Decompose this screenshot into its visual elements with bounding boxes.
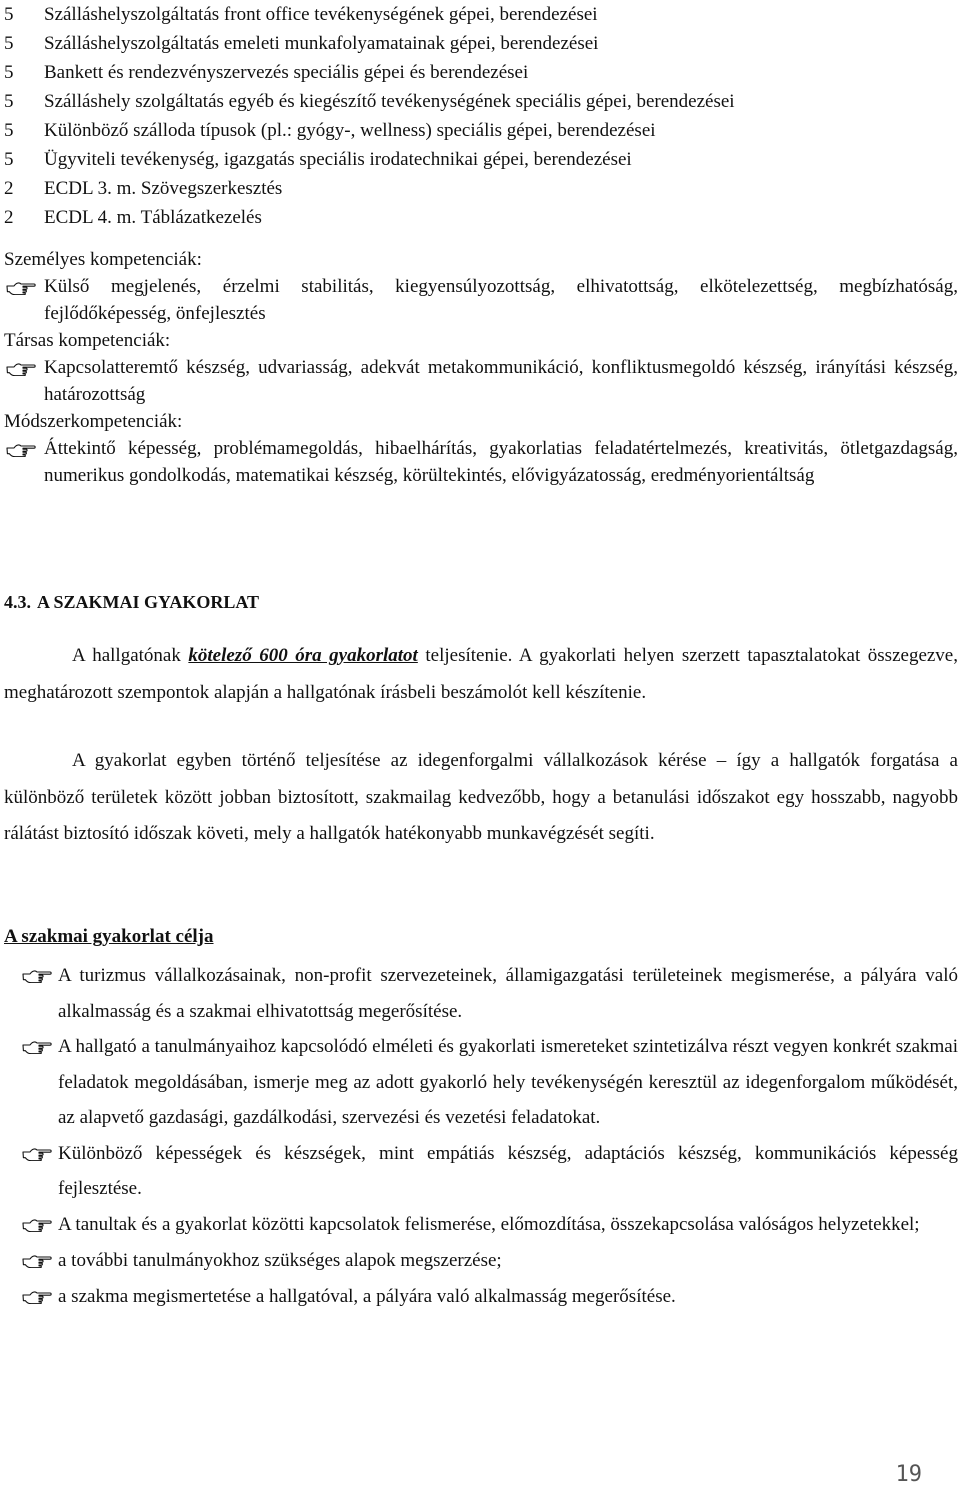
course-row [4, 0, 954, 29]
list-item [4, 1243, 958, 1279]
course-credit: 2 [4, 178, 14, 199]
paragraph [4, 638, 958, 711]
course-name: Ügyviteli tevékenység, igazgatás speciális irodatechnikai gépei, berendezései [44, 149, 632, 170]
course-credit: 5 [4, 4, 14, 25]
course-row [4, 203, 954, 232]
competency-text: Áttekintő képesség, problémamegoldás, hibaelhárítás, gyakorlatias feladatértelmezés, kreativitás, ötletgazdagság, numerikus gondolkodás, matematikai készség, körültekintés, elővigyázatosság, eredményorientáltság [44, 438, 958, 486]
pointing-hand-icon [4, 1279, 58, 1315]
list-item-text: A hallgató a tanulmányaihoz kapcsolódó elméleti és gyakorlati ismereteket szintetizálva részt vegyen konkrét szakmai feladatok megoldásában, ismerje meg az adott gyakorló hely tevékenységén keresztül az idegenforgalom működését, az alapvető gazdasági, gazdálkodási, szervezési és vezetési feladatokat. [58, 1036, 958, 1128]
competency-item [4, 354, 958, 408]
list-item-text: A turizmus vállalkozásainak, non-profit szervezeteinek, államigazgatási területeinek megismerése, a pályára való alkalmasság és a szakmai elhivatottság megerősítése. [58, 965, 958, 1022]
competency-heading: Módszerkompetenciák: [4, 411, 183, 432]
competency-text: Kapcsolatteremtő készség, udvariasság, adekvát metakommunikáció, konfliktusmegoldó készség, irányítási készség, határozottság [44, 357, 958, 405]
course-credit: 5 [4, 120, 14, 141]
course-name: ECDL 4. m. Táblázatkezelés [44, 207, 262, 228]
paragraph-text: A gyakorlat egyben történő teljesítése az idegenforgalmi vállalkozások kérése – így a hallgatók forgatása a különböző területek között jobban biztosított, szakmailag kedvezőbb, hogy a betanulási időszakot egy hosszabb, nagyobb rálátást biztosító időszak követi, mely a hallgatók hatékonyabb munkavégzését segíti. [4, 750, 958, 844]
course-credit: 5 [4, 149, 14, 170]
pointing-hand-icon [4, 354, 44, 381]
course-list [4, 0, 954, 232]
competency-text: Külső megjelenés, érzelmi stabilitás, kiegyensúlyozottság, elhivatottság, elkötelezettség, megbízhatóság, fejlődőképesség, önfejlesztés [44, 276, 958, 324]
section-title [4, 592, 259, 613]
pointing-hand-icon [4, 435, 44, 462]
list-item-text: Különböző képességek és készségek, mint empátiás készség, adaptációs készség, kommunikációs képesség fejlesztése. [58, 1142, 958, 1199]
list-item-text: a szakma megismertetése a hallgatóval, a pályára való alkalmasság megerősítése. [58, 1285, 676, 1307]
list-item-text: a további tanulmányokhoz szükséges alapok megszerzése; [58, 1249, 502, 1271]
paragraph-text: teljesítenie. A gyakorlati helyen szerzett tapasztalatokat összegezve, meghatározott szempontok alapján a hallgatónak írásbeli beszámolót kell készítenie. [4, 645, 958, 703]
pointing-hand-icon [4, 1243, 58, 1279]
paragraph [4, 743, 958, 853]
course-row [4, 174, 954, 203]
course-name: Szálláshelyszolgáltatás emeleti munkafolyamatainak gépei, berendezései [44, 33, 599, 54]
section-title-text: A SZAKMAI GYAKORLAT [37, 592, 260, 612]
course-name: Szálláshelyszolgáltatás front office tevékenységének gépei, berendezései [44, 4, 598, 25]
paragraph-text: A hallgatónak [72, 645, 189, 666]
goals-title: A szakmai gyakorlat célja [4, 926, 214, 947]
pointing-hand-icon [4, 1029, 58, 1065]
pointing-hand-icon [4, 1207, 58, 1243]
course-row [4, 87, 954, 116]
list-item [4, 1279, 958, 1315]
competency-item [4, 435, 958, 489]
list-item [4, 1207, 958, 1243]
course-name: Szálláshely szolgáltatás egyéb és kiegészítő tevékenységének speciális gépei, berendezései [44, 91, 735, 112]
course-row [4, 29, 954, 58]
list-item [4, 1029, 958, 1136]
course-name: Bankett és rendezvényszervezés speciális gépei és berendezései [44, 62, 529, 83]
course-credit: 2 [4, 207, 14, 228]
course-name: ECDL 3. m. Szövegszerkesztés [44, 178, 283, 199]
course-credit: 5 [4, 91, 14, 112]
list-item-text: A tanultak és a gyakorlat közötti kapcsolatok felismerése, előmozdítása, összekapcsolása valóságos helyzetekkel; [58, 1213, 920, 1235]
pointing-hand-icon [4, 1136, 58, 1172]
competencies [4, 246, 958, 489]
course-row [4, 58, 954, 87]
competency-heading: Társas kompetenciák: [4, 330, 171, 351]
competency-item [4, 273, 958, 327]
course-row [4, 116, 954, 145]
pointing-hand-icon [4, 958, 58, 994]
emphasis-text: kötelező 600 óra gyakorlatot [188, 645, 418, 666]
competency-heading: Személyes kompetenciák: [4, 249, 202, 270]
page-number: 19 [895, 1462, 922, 1487]
list-item [4, 1136, 958, 1207]
list-item [4, 958, 958, 1029]
course-credit: 5 [4, 62, 14, 83]
section-number: 4.3. [4, 592, 31, 612]
course-row [4, 145, 954, 174]
course-name: Különböző szálloda típusok (pl.: gyógy-, wellness) speciális gépei, berendezései [44, 120, 656, 141]
goals-list [4, 958, 958, 1315]
course-credit: 5 [4, 33, 14, 54]
pointing-hand-icon [4, 273, 44, 300]
